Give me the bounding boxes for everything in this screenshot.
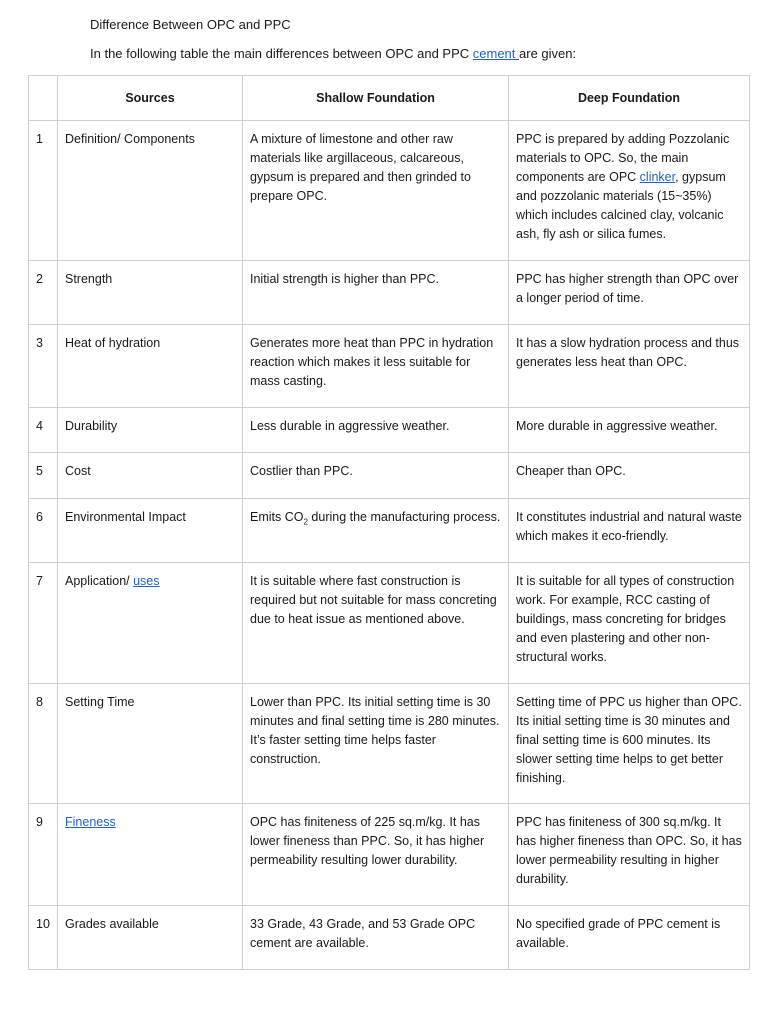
row-shallow: A mixture of limestone and other raw materials like argillaceous, calcareous, gypsum is prepared and then grinded to prepare OPC.: [243, 121, 509, 261]
row-shallow: Generates more heat than PPC in hydration reaction which makes it less suitable for mass casting.: [243, 325, 509, 408]
comparison-table: [28, 75, 750, 970]
row-deep: Cheaper than OPC.: [509, 453, 750, 499]
row-number: 7: [29, 563, 58, 684]
row-shallow: Costlier than PPC.: [243, 453, 509, 499]
intro-paragraph: [90, 46, 576, 61]
deep-text-end: , gypsum and pozzolanic materials (15~35%) which includes calcined clay, volcanic ash, fly ash or silica fumes.: [516, 170, 726, 241]
header-number: [29, 76, 58, 121]
table-row: [29, 804, 750, 906]
table-row: [29, 563, 750, 684]
row-source: Cost: [58, 453, 243, 499]
shallow-text: Emits CO: [250, 510, 304, 524]
row-number: 8: [29, 684, 58, 804]
row-deep: It is suitable for all types of construction work. For example, RCC casting of buildings, mass concreting for bridges and even plastering and other non-structural works.: [509, 563, 750, 684]
row-number: 6: [29, 499, 58, 563]
intro-text-end: are given:: [519, 46, 577, 61]
row-source: [58, 804, 243, 906]
row-shallow: It is suitable where fast construction is required but not suitable for mass concreting due to heat issue as mentioned above.: [243, 563, 509, 684]
row-shallow: 33 Grade, 43 Grade, and 53 Grade OPC cement are available.: [243, 906, 509, 970]
row-shallow: OPC has finiteness of 225 sq.m/kg. It has lower fineness than PPC. So, it has higher permeability resulting lower durability.: [243, 804, 509, 906]
header-shallow-foundation: Shallow Foundation: [243, 76, 509, 121]
cement-link[interactable]: cement: [472, 46, 520, 61]
clinker-link[interactable]: clinker: [639, 170, 676, 184]
row-shallow: Lower than PPC. Its initial setting time is 30 minutes and final setting time is 280 minutes. It’s faster setting time helps faster construction.: [243, 684, 509, 804]
row-source: Heat of hydration: [58, 325, 243, 408]
row-number: 3: [29, 325, 58, 408]
row-number: 9: [29, 804, 58, 906]
deep-text: PPC is prepared by adding Pozzolanic materials to OPC. So, the main components are OPC: [516, 132, 730, 184]
row-number: 2: [29, 261, 58, 325]
row-shallow: [243, 499, 509, 563]
header-sources: Sources: [58, 76, 243, 121]
table-row: [29, 684, 750, 804]
row-number: 10: [29, 906, 58, 970]
table-header-row: [29, 76, 750, 121]
row-source: Grades available: [58, 906, 243, 970]
source-text: Application/: [65, 574, 134, 588]
table-row: [29, 906, 750, 970]
uses-link[interactable]: uses: [133, 574, 160, 588]
row-deep: PPC has higher strength than OPC over a longer period of time.: [509, 261, 750, 325]
table-row: [29, 261, 750, 325]
row-deep: PPC has finiteness of 300 sq.m/kg. It has higher fineness than OPC. So, it has lower permeability resulting in higher durability.: [509, 804, 750, 906]
table-row: [29, 453, 750, 499]
intro-text: In the following table the main differences between OPC and PPC: [90, 46, 473, 61]
table-row: [29, 499, 750, 563]
row-source: Definition/ Components: [58, 121, 243, 261]
row-deep: It constitutes industrial and natural waste which makes it eco-friendly.: [509, 499, 750, 563]
row-number: 1: [29, 121, 58, 261]
row-source: [58, 563, 243, 684]
row-deep: No specified grade of PPC cement is available.: [509, 906, 750, 970]
row-number: 5: [29, 453, 58, 499]
table-row: [29, 121, 750, 261]
co2-subscript: 2: [303, 517, 308, 527]
table-row: [29, 408, 750, 453]
table-row: [29, 325, 750, 408]
row-shallow: Less durable in aggressive weather.: [243, 408, 509, 453]
row-source: Environmental Impact: [58, 499, 243, 563]
fineness-link[interactable]: Fineness: [65, 815, 116, 829]
row-shallow: Initial strength is higher than PPC.: [243, 261, 509, 325]
row-source: Strength: [58, 261, 243, 325]
row-deep: It has a slow hydration process and thus generates less heat than OPC.: [509, 325, 750, 408]
header-deep-foundation: Deep Foundation: [509, 76, 750, 121]
row-deep: More durable in aggressive weather.: [509, 408, 750, 453]
shallow-text-end: during the manufacturing process.: [307, 510, 501, 524]
row-source: Durability: [58, 408, 243, 453]
row-deep: [509, 121, 750, 261]
row-deep: Setting time of PPC us higher than OPC. Its initial setting time is 30 minutes and final setting time is 600 minutes. Its slower setting time helps to get better finishing.: [509, 684, 750, 804]
document-title: Difference Between OPC and PPC: [90, 17, 291, 32]
row-source: Setting Time: [58, 684, 243, 804]
row-number: 4: [29, 408, 58, 453]
